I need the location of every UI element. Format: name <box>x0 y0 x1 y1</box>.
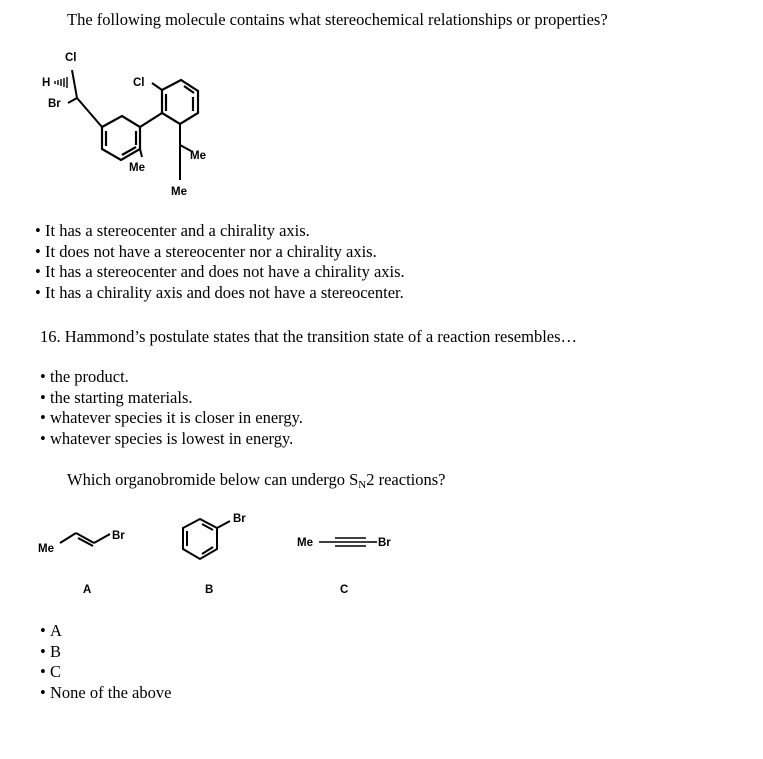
lower-benzene-ring <box>102 116 140 160</box>
q17-option-c[interactable]: • C <box>40 662 171 683</box>
structure-a-me: Me <box>38 543 54 555</box>
q15-option-2[interactable]: • It does not have a stereocenter nor a chirality axis. <box>35 242 405 263</box>
structure-a <box>60 533 110 546</box>
atom-h: H <box>42 77 51 89</box>
q16-option-3[interactable]: • whatever species it is closer in energy. <box>40 408 303 429</box>
atom-br: Br <box>48 98 61 110</box>
structure-a-br: Br <box>112 530 125 542</box>
q15-option-1[interactable]: • It has a stereocenter and a chirality axis. <box>35 221 405 242</box>
q17-option-a[interactable]: • A <box>40 621 171 642</box>
q17-prompt-pre: Which organobromide below can undergo S <box>67 470 359 489</box>
q15-prompt: The following molecule contains what stereochemical relationships or properties? <box>67 10 608 29</box>
q16-option-1[interactable]: • the product. <box>40 367 303 388</box>
structure-b-label: B <box>205 584 214 596</box>
structure-c-br: Br <box>378 537 391 549</box>
hashed-wedge-bond <box>55 77 67 88</box>
q15-option-3[interactable]: • It has a stereocenter and does not have a chirality axis. <box>35 262 405 283</box>
q17-option-none[interactable]: • None of the above <box>40 683 171 704</box>
upper-benzene-ring <box>162 80 198 124</box>
structure-a-label: A <box>83 584 92 596</box>
structure-c <box>319 538 377 546</box>
structure-b-br: Br <box>233 513 246 525</box>
q16-option-2[interactable]: • the starting materials. <box>40 388 303 409</box>
q17-options <box>40 621 171 703</box>
q17-prompt-post: 2 reactions? <box>366 470 446 489</box>
q16-prompt: 16. Hammond’s postulate states that the transition state of a reaction resembles… <box>40 327 578 346</box>
q15-molecule-structure <box>30 45 230 205</box>
atom-cl-ring: Cl <box>133 77 145 89</box>
structure-c-me: Me <box>297 537 313 549</box>
q17-option-b[interactable]: • B <box>40 642 171 663</box>
structure-c-label: C <box>340 584 349 596</box>
q16-options <box>40 367 303 449</box>
atom-me-left: Me <box>129 162 145 174</box>
q16-option-4[interactable]: • whatever species is lowest in energy. <box>40 429 303 450</box>
q15-options <box>35 221 405 303</box>
atom-me-bottom: Me <box>171 186 187 198</box>
structure-b <box>183 519 230 559</box>
q17-prompt <box>67 470 446 493</box>
q17-structures <box>30 505 430 605</box>
atom-me-right: Me <box>190 150 206 162</box>
atom-cl-top: Cl <box>65 52 77 64</box>
q17-prompt-sub: N <box>358 479 367 491</box>
q15-option-4[interactable]: • It has a chirality axis and does not have a stereocenter. <box>35 283 405 304</box>
